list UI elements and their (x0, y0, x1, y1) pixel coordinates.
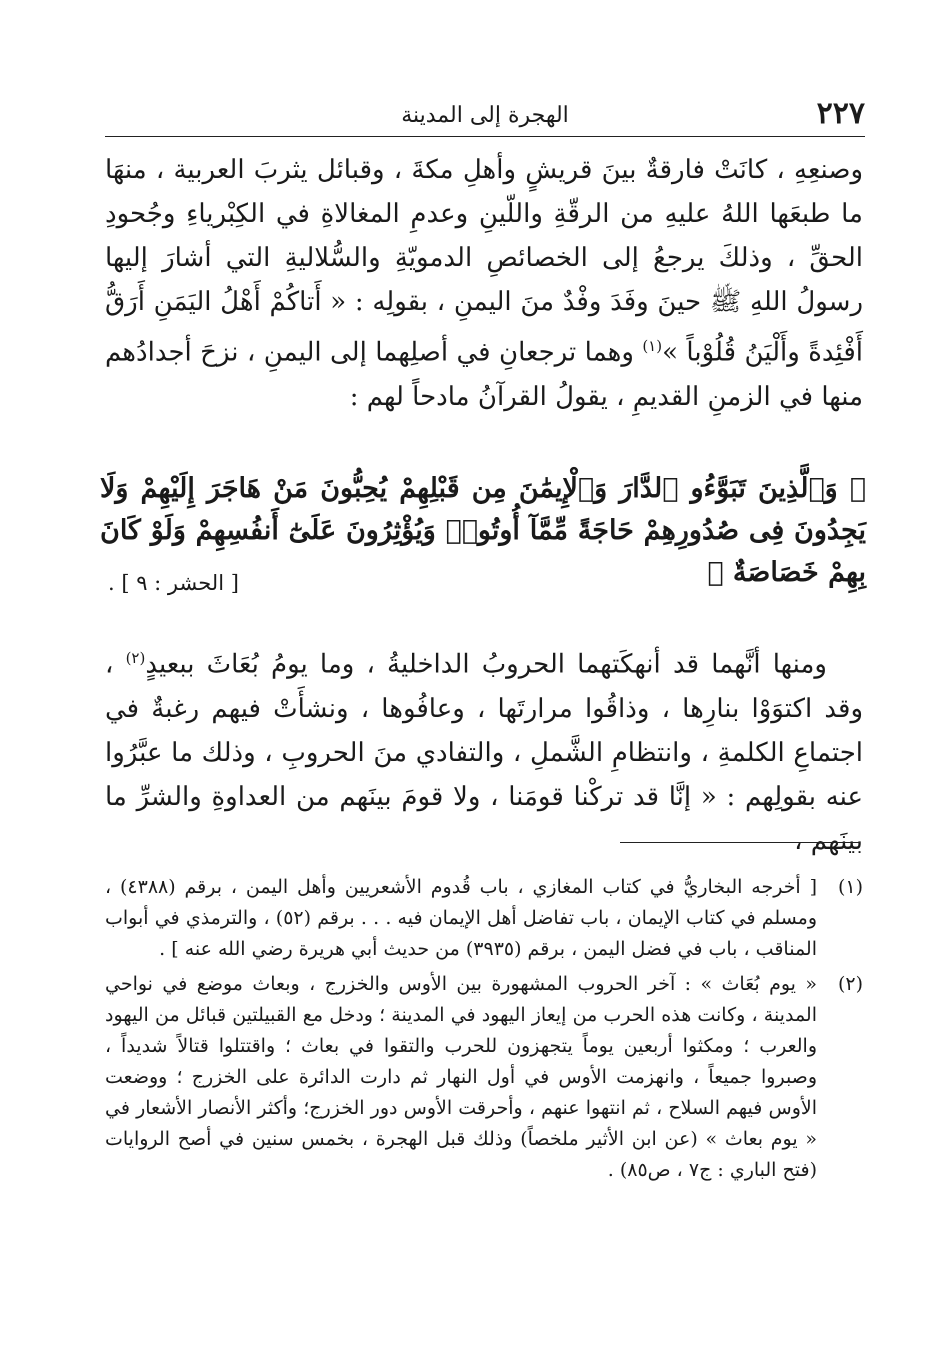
footnote-separator (620, 842, 860, 843)
footnote-text: « يوم بُعَاث » : آخر الحروب المشهورة بين الأوس والخزرج ، وبعاث موضع في نواحي المدينة ، وكانت هذه الحرب من إيعاز اليهود في المدينة ؛ ودخل مع القبيلتين قبائل من اليهود والعرب ؛ ومكثوا أربعين يوماً يتجهزون للحرب والتقوا في بعاث ؛ واقتتلوا قتالاً شديداً ، وصبروا جميعاً ، وانهزمت الأوس في أول النهار ثم دارت الدائرة على الخزرج ؛ ووضعت الأوس فيهم السلاح ، ثم انتهوا عنهم ، وأحرقت الأوس دور الخزرج؛ وأكثر الأنصار الأشعار في « يوم بعاث » (عن ابن الأثير ملخصاً) وذلك قبل الهجرة ، بخمس سنين في أصح الروايات (فتح الباري : ج٧ ، ص٨٥) . (105, 973, 817, 1181)
paragraph-1-continuation: وهما ترجعانِ في أصلِهما إلى اليمنِ ، نزحَ أجدادُهم منها في الزمنِ القديمِ ، يقولُ القرآنُ مادحاً لهم : (105, 337, 863, 412)
paragraph-1-text: وصنعِهِ ، كانَتْ فارقةٌ بينَ قريشٍ وأهلِ مكةَ ، وقبائل يثربَ العربية ، منهَا ما طبعَها اللهُ عليهِ من الرقّةِ واللّينِ وعدمِ المغالاةِ في الكِبْرياءِ وجُحودِ الحقِّ ، وذلكَ يرجعُ إلى الخصائصِ الدمويّةِ والسُّلاليةِ التي أشارَ إليها رسولُ اللهِ ﷺ حينَ وفَدَ وفْدٌ منَ اليمنِ ، بقولِه : « أَتاكُمْ أَهْلُ اليَمَنِ أَرَقُّ أَفْئِدةً وأَلْيَنُ قُلُوْباً » (105, 155, 863, 368)
footnote-number: (١) (837, 876, 863, 898)
footnote (105, 872, 863, 965)
quran-verse-text: ﴿ وَٱلَّذِينَ تَبَوَّءُو ٱلدَّارَ وَٱلْإِيمَٰنَ مِن قَبْلِهِمْ يُحِبُّونَ مَنْ هَاجَرَ إِلَيْهِمْ وَلَا يَجِدُونَ فِى صُدُورِهِمْ حَاجَةً مِّمَّآ أُوتُوا۟ وَيُؤْثِرُونَ عَلَىٰٓ أَنفُسِهِمْ وَلَوْ كَانَ بِهِمْ خَصَاصَةٌ ﴾ (100, 473, 866, 588)
verse-reference: [ الحشر : ٩ ] . (108, 571, 239, 595)
footnote-ref-1: (١) (642, 337, 663, 355)
footnote (105, 969, 863, 1186)
paragraph-2-continuation: ، وقد اكتوَوْا بنارِها ، وذاقُوا مرارتَها ، وعافُوها ، ونشأَتْ فيهم رغبةٌ في اجتماعِ الكلمةِ ، وانتظامِ الشَّملِ ، والتفادي منَ الحروبِ ، وذلك ما عبَّرُوا عنه بقولِهم : « إنَّا قد تركْنا قومَنا ، ولا قومَ بينَهم من العداوةِ والشرِّ ما بينَهم ، (105, 649, 863, 856)
footnotes (105, 872, 863, 1190)
running-title: الهجرة إلى المدينة (401, 103, 569, 128)
paragraph-2-text: ومنها أنَّهما قد أنهكَتهما الحروبُ الداخليةُ ، وما يومُ بُعَاثَ ببعيدٍ (145, 649, 827, 680)
paragraph-2 (105, 636, 863, 863)
paragraph-1 (105, 148, 863, 419)
footnote-ref-2: (٢) (125, 649, 146, 667)
page-header (105, 96, 865, 137)
footnote-text: [ أخرجه البخاريُّ في كتاب المغازي ، باب قُدوم الأشعريين وأهل اليمن ، برقم (٤٣٨٨) ، ومسلم في كتاب الإيمان ، باب تفاضل أهل الإيمان فيه . . . برقم (٥٢) ، والترمذي في أبواب المناقب ، باب في فضل اليمن ، برقم (٣٩٣٥) من حديث أبي هريرة رضي الله عنه ] . (105, 876, 817, 960)
page-number: ٢٢٧ (816, 96, 865, 131)
footnote-number: (٢) (837, 973, 863, 995)
